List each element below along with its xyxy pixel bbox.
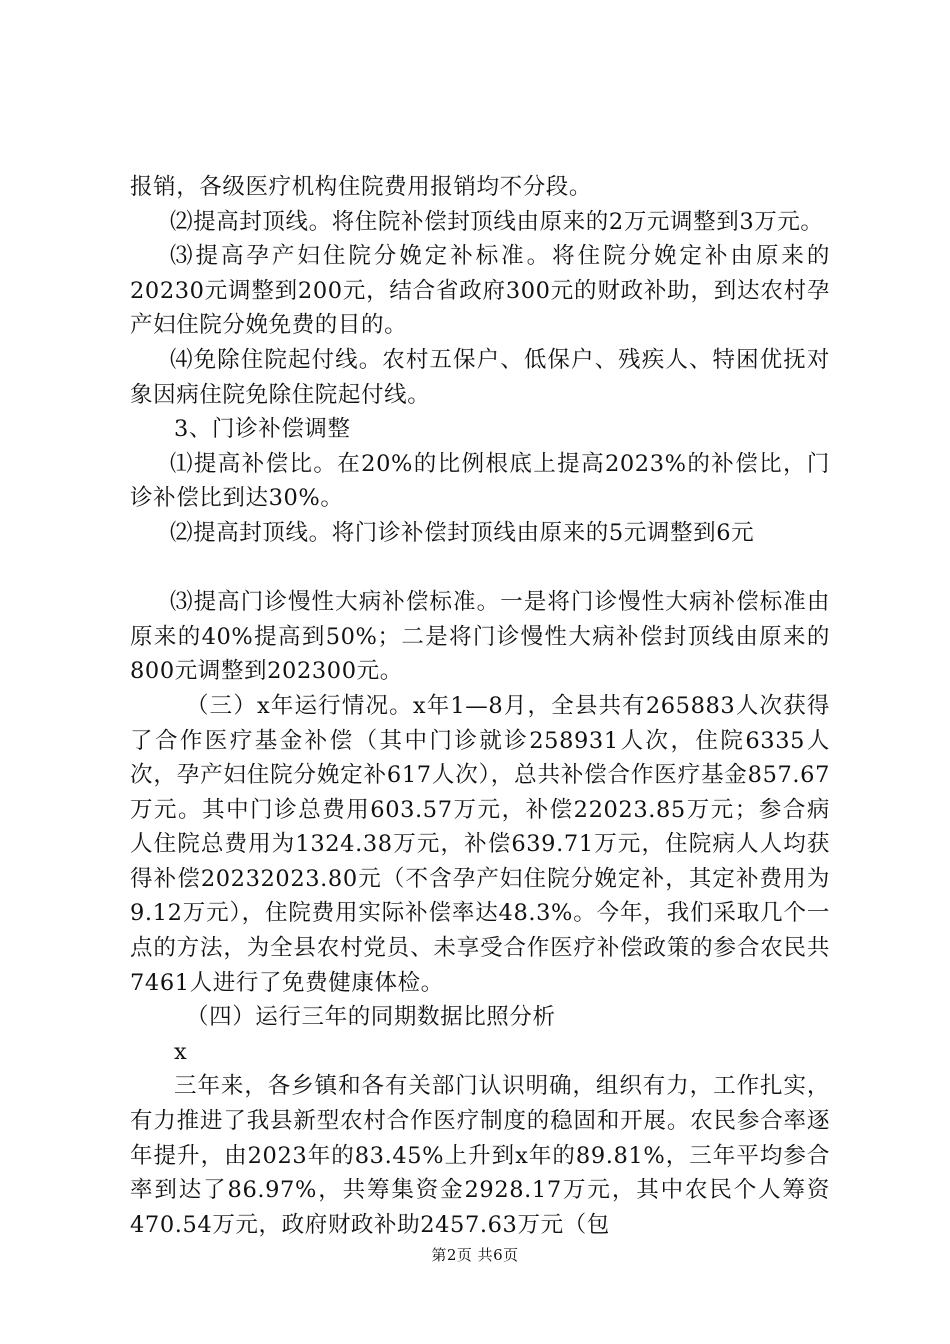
paragraph-maternity-subsidy: ⑶提高孕产妇住院分娩定补标准。将住院分娩定补由原来的20230元调整到200元，结合省政府300元的财政补助，到达农村孕产妇住院分娩免费的目的。 [130,243,830,339]
document-body [130,170,830,1242]
paragraph-raise-cap-outpatient: ⑵提高封顶线。将门诊补偿封顶线由原来的5元调整到6元 [170,519,755,546]
paragraph-chronic-disease: ⑶提高门诊慢性大病补偿标准。一是将门诊慢性大病补偿标准由原来的40%提高到50%；二是将门诊慢性大病补偿封顶线由原来的800元调整到202300元。 [130,589,830,685]
paragraph-three-years: 三年来，各乡镇和各有关部门认识明确，组织有力，工作扎实，有力推进了我县新型农村合作医疗制度的稳固和开展。农民参合率逐年提升，由2023年的83.45%上升到x年的89.81%，三年平均参合率到达了86.97%，共筹集资金2928.17万元，其中农民个人筹资470.54万元，政府财政补助2457.63万元（包 [130,1073,830,1238]
page-number-footer: 第2页 共6页 [431,1246,519,1264]
section-heading-outpatient: 3、门诊补偿调整 [174,416,351,443]
paragraph-operation-status: （三）x年运行情况。x年1—8月，全县共有265883人次获得了合作医疗基金补偿（其中门诊就诊258931人次，住院6335人次，孕产妇住院分娩定补617人次），总共补偿合作医疗基金857.67万元。其中门诊总费用603.57万元，补偿22023.85万元；参合病人住院总费用为1324.38万元，补偿639.71万元，住院病人人均获得补偿20232023.80元（不含孕产妇住院分娩定补，其定补费用为9.12万元），住院费用实际补偿率达48.3%。今年，我们采取几个一点的方法，为全县农村党员、未享受合作医疗补偿政策的参合农民共7461人进行了免费健康体检。 [130,692,830,996]
paragraph-waive-deductible: ⑷免除住院起付线。农村五保户、低保户、残疾人、特困优抚对象因病住院免除住院起付线。 [130,346,830,408]
paragraph-raise-ratio: ⑴提高补偿比。在20%的比例根底上提高2023%的补偿比，门诊补偿比到达30%。 [130,450,830,512]
paragraph-raise-cap-inpatient: ⑵提高封顶线。将住院补偿封顶线由原来的2万元调整到3万元。 [170,208,824,235]
blank-line [130,551,830,586]
paragraph-reimbursement: 报销，各级医疗机构住院费用报销均不分段。 [130,174,593,200]
paragraph-placeholder-x: x [174,1038,188,1065]
section-heading-comparison: （四）运行三年的同期数据比照分析 [186,1004,556,1031]
